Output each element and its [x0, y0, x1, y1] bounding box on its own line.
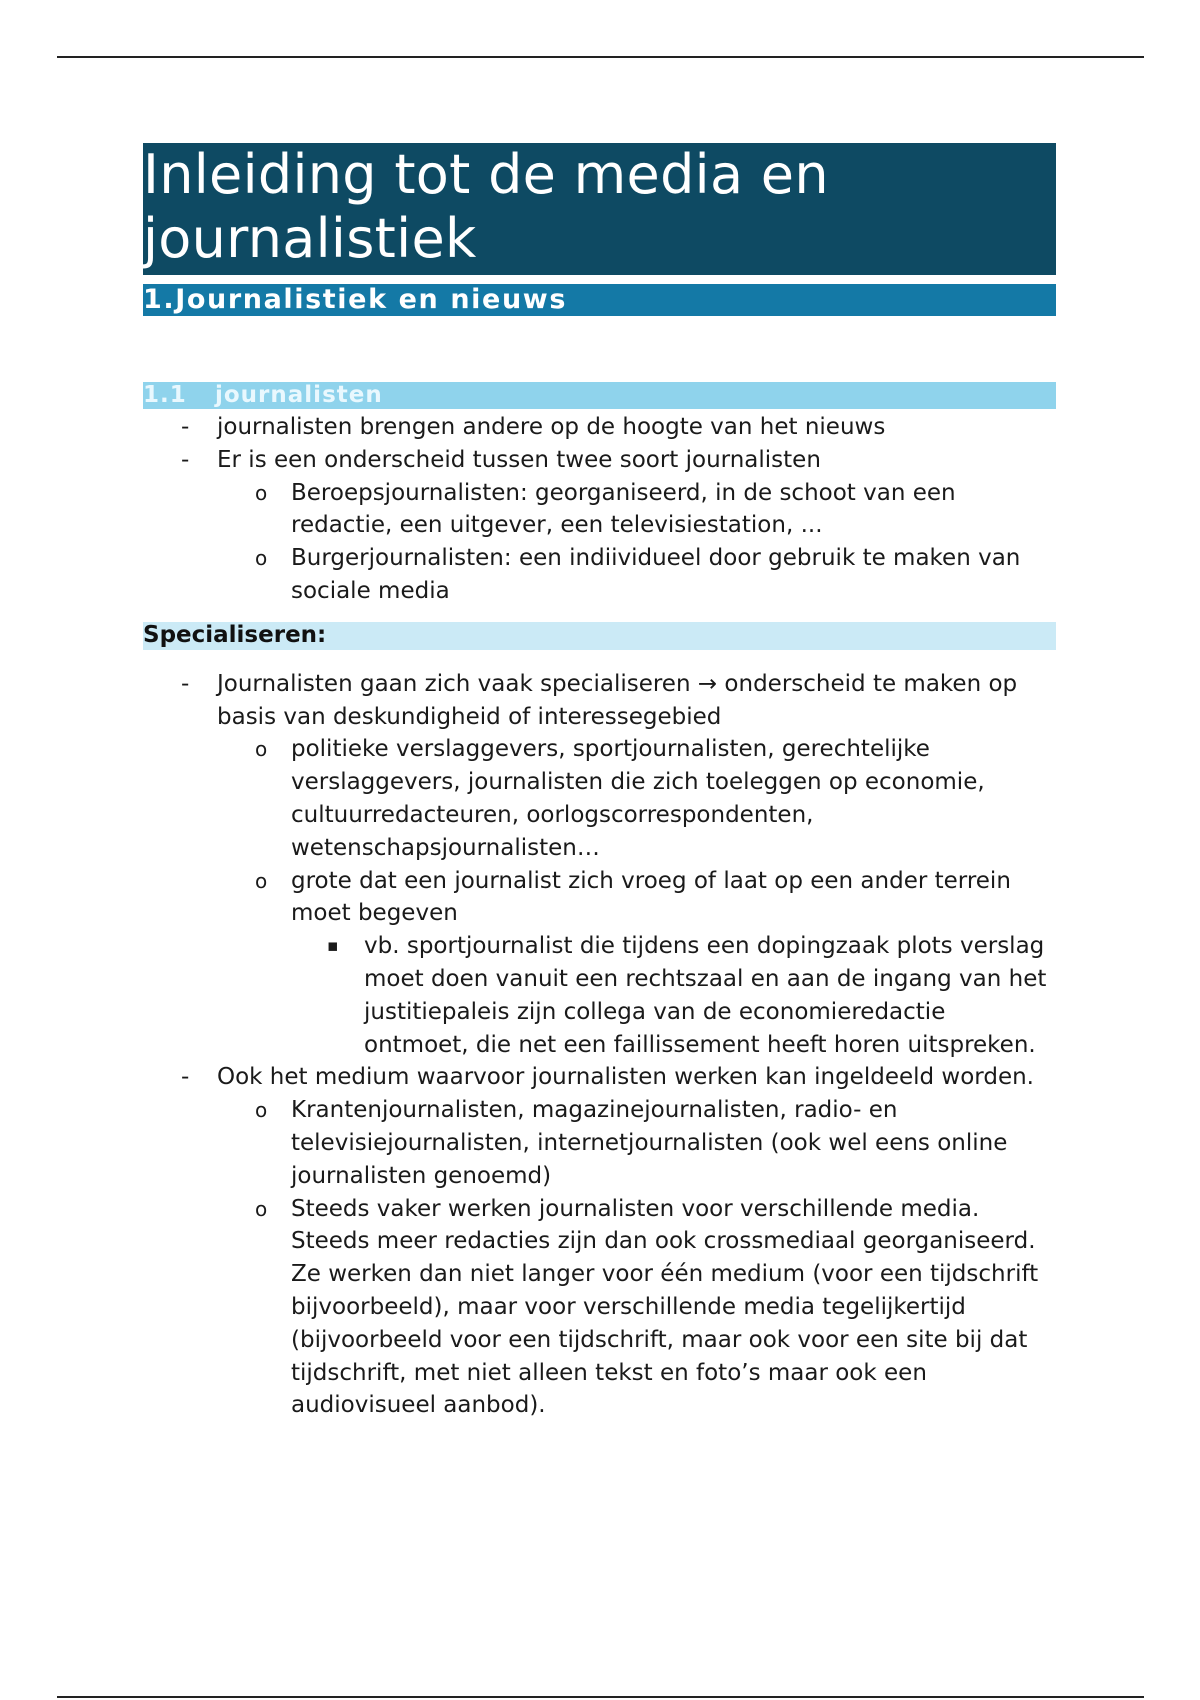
circle-marker: o [255, 1098, 268, 1123]
circle-marker: o [255, 1196, 268, 1221]
subsection-heading: Specialiseren: [143, 622, 1056, 650]
list-item: - Er is een onderscheid tussen twee soort journalisten [143, 444, 1056, 477]
list-item: ▪ vb. sportjournalist die tijdens een dopingzaak plots verslag moet doen vanuit een rechtszaal en aan de ingang van het justitiepaleis zijn collega van de economieredactie ontmoet, die net een faillissement heeft horen uitspreken. [143, 930, 1056, 1061]
journalisten-list [143, 411, 1056, 608]
circle-marker: o [255, 737, 268, 762]
list-item: o Krantenjournalisten, magazinejournalisten, radio- en televisiejournalisten, internetjournalisten (ook wel eens online journalisten genoemd) [143, 1094, 1056, 1192]
dash-marker: - [181, 1064, 190, 1091]
circle-marker: o [255, 868, 268, 893]
square-marker: ▪ [327, 936, 339, 957]
dash-marker: - [181, 414, 190, 440]
document-title: Inleiding tot de media en journalistiek [143, 143, 1056, 275]
circle-marker: o [255, 546, 268, 571]
specialiseren-list [143, 668, 1056, 1422]
circle-marker: o [255, 480, 268, 505]
dash-marker: - [181, 446, 190, 473]
list-item: o Steeds vaker werken journalisten voor verschillende media. Steeds meer redacties zijn dan ook crossmediaal georganiseerd. Ze werken dan niet langer voor één medium (voor een tijdschrift bijvoorbeeld), maar voor verschillende media tegelijkertijd (bijvoorbeeld voor een tijdschrift, maar ook voor een site bij dat tijdschrift, met niet alleen tekst en foto’s maar ook een audiovisueel aanbod). [143, 1193, 1056, 1423]
document-body [143, 143, 1056, 1422]
footer-rule [57, 1696, 1144, 1698]
header-rule [57, 56, 1144, 58]
list-item: o Beroepsjournalisten: georganiseerd, in de schoot van een redactie, een uitgever, een televisiestation, ... [143, 477, 1056, 543]
list-item: o grote dat een journalist zich vroeg of laat op een ander terrein moet begeven [143, 865, 1056, 931]
section-heading [143, 382, 1056, 409]
dash-marker: - [181, 670, 190, 697]
list-item: - journalisten brengen andere op de hoogte van het nieuws [143, 411, 1056, 444]
list-item: o politieke verslaggevers, sportjournalisten, gerechtelijke verslaggevers, journalisten die zich toeleggen op economie, cultuurredacteuren, oorlogscorrespondenten, wetenschapsjournalisten… [143, 733, 1056, 864]
list-item: - Ook het medium waarvoor journalisten werken kan ingeldeeld worden. [143, 1061, 1056, 1094]
list-item: o Burgerjournalisten: een indiividueel door gebruik te maken van sociale media [143, 542, 1056, 608]
section-number: 1.1 [143, 382, 187, 408]
list-item: - Journalisten gaan zich vaak specialiseren → onderscheid te maken op basis van deskundigheid of interessegebied [143, 668, 1056, 734]
section-title: journalisten [215, 382, 383, 408]
chapter-heading: 1.Journalistiek en nieuws [143, 284, 1056, 316]
